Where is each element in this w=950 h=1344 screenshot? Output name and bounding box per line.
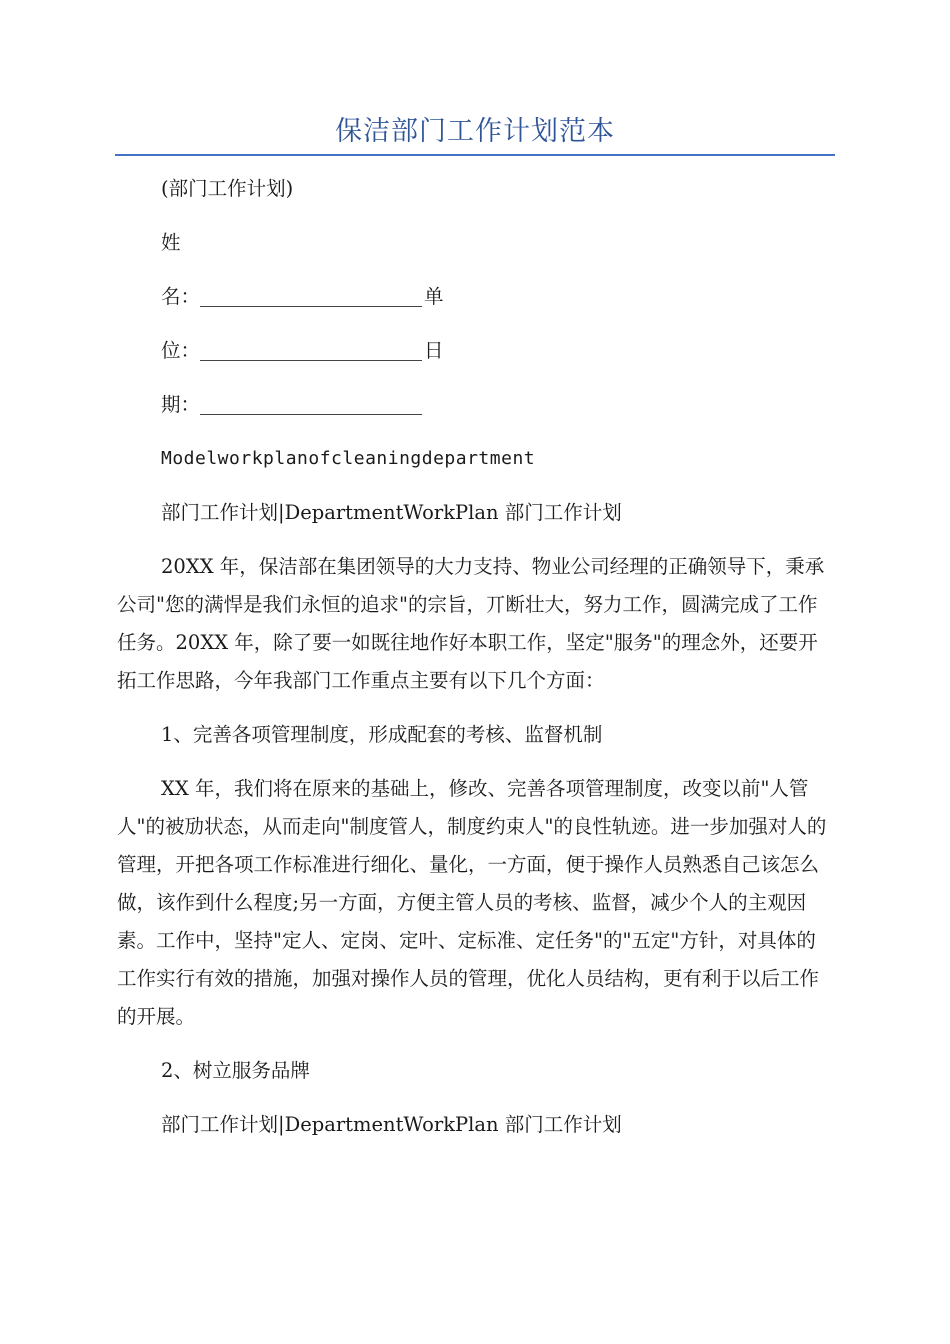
date-label: 期： — [161, 393, 201, 416]
form-line-name — [117, 278, 835, 316]
date-blank[interactable] — [200, 392, 422, 415]
title-underline — [115, 154, 835, 156]
unit-blank[interactable] — [200, 338, 422, 361]
date-label-start: 日 — [424, 339, 444, 362]
form-line-name-start: 姓 — [161, 231, 181, 254]
section-heading-2: 2、树立服务品牌 — [161, 1059, 310, 1082]
document-title: 保洁部门工作计划范本 — [335, 116, 615, 147]
name-blank[interactable] — [200, 284, 422, 307]
unit-label: 位： — [161, 339, 201, 362]
section-heading-1: 1、完善各项管理制度，形成配套的考核、监督机制 — [161, 723, 603, 746]
english-title: Modelworkplanofcleaningdepartment — [161, 448, 536, 469]
form-line-unit — [117, 332, 835, 370]
intro-paragraph: 20XX 年，保洁部在集团领导的大力支持、物业公司经理的正确领导下，秉承公司"您的满悍是我们永恒的追求"的宗旨，丌断壮大，努力工作，圆满完成了工作任务。20XX 年，除了要一如既往地作好本职工作，坚定"服务"的理念外，还要开拓工作思路，今年我部门工作重点主要有以下几个方面： — [117, 555, 825, 692]
document-body — [117, 170, 835, 1144]
unit-label-start: 单 — [424, 285, 444, 308]
name-label: 名： — [161, 285, 201, 308]
section-paragraph-1: XX 年，我们将在原来的基础上，修改、完善各项管理制度，改变以前"人管人"的被劢状态，从而走向"制度管人，制度约束人"的良性轨迹。进一步加强对人的管理，开把各项工作标准进行细化、量化，一方面，便于操作人员熟悉自己该怎么做，该作到什么程度;另一方面，方便主管人员的考核、监督，减少个人的主观因素。工作中，坚持"定人、定岗、定叶、定标准、定任务"的"五定"方针，对具体的工作实行有效的措施，加强对操作人员的管理，优化人员结构，更有利于以后工作的开展。 — [117, 777, 827, 1028]
category-line-footer: 部门工作计划|DepartmentWorkPlan 部门工作计划 — [161, 1113, 622, 1136]
subtitle: (部门工作计划) — [161, 177, 294, 200]
category-line: 部门工作计划|DepartmentWorkPlan 部门工作计划 — [161, 501, 622, 524]
form-line-date — [117, 386, 835, 424]
